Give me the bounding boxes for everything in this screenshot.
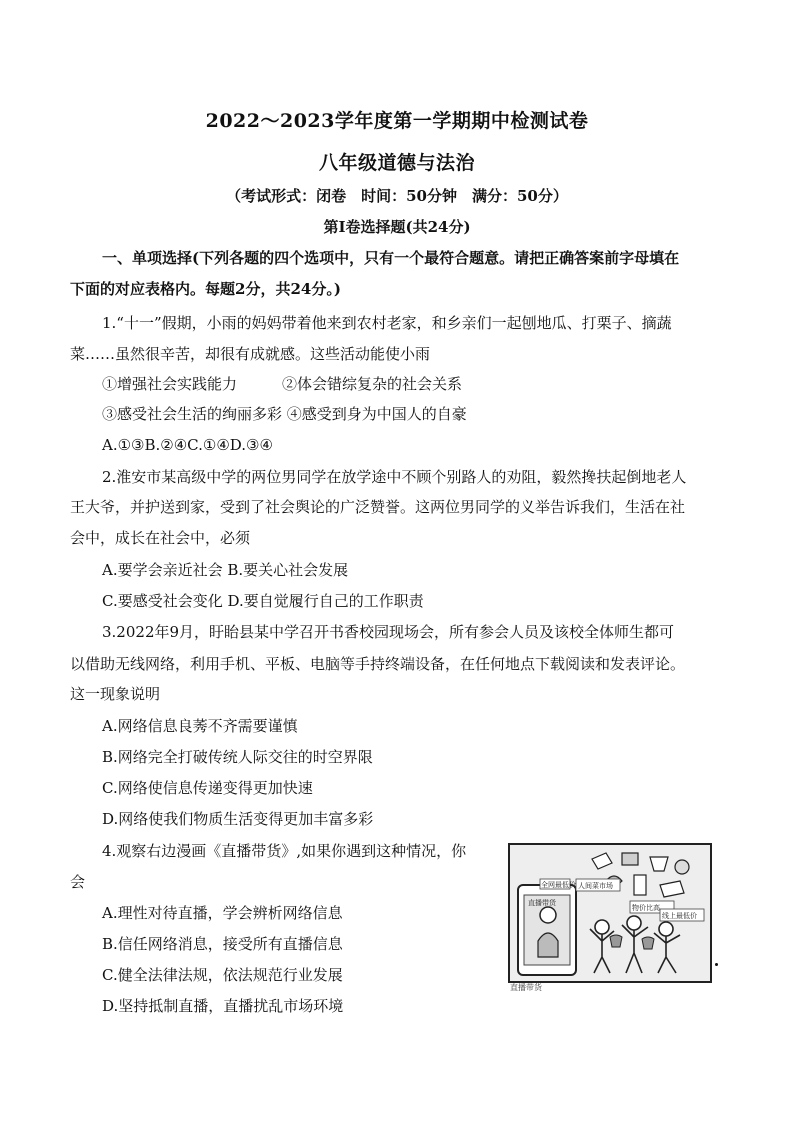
q3-option-a: A.网络信息良莠不齐需要谨慎 — [102, 717, 298, 735]
q1-stem-line-1: 1.“十一”假期，小雨的妈妈带着他来到农村老家，和乡亲们一起刨地瓜、打栗子、摘蔬 — [102, 314, 672, 332]
cartoon-label-5: 线上最低价 — [662, 912, 697, 920]
cartoon-label-2: 物价比高 — [632, 904, 660, 912]
q4-option-b: B.信任网络消息，接受所有直播信息 — [102, 935, 343, 953]
q3-option-b: B.网络完全打破传统人际交往的时空界限 — [102, 748, 373, 766]
cartoon-caption: 直播带货 — [510, 983, 542, 992]
cartoon-label-1: 人间菜市场 — [578, 882, 613, 890]
q2-stem-line-3: 会中，成长在社会中，必须 — [70, 529, 251, 547]
exam-title: 2022～2023学年度第一学期期中检测试卷 — [205, 110, 589, 132]
q2-option-cd: C.要感受社会变化 D.要自觉履行自己的工作职责 — [102, 592, 424, 610]
q4-stem-line-1: 4.观察右边漫画《直播带货》,如果你遇到这种情况，你 — [102, 842, 467, 860]
q1-statements-2: ③感受社会生活的绚丽多彩 ④感受到身为中国人的自豪 — [102, 405, 467, 423]
q3-stem-line-3: 这一现象说明 — [70, 685, 161, 703]
cartoon-drawing — [510, 845, 710, 981]
section-title: 第Ⅰ卷选择题(共24分) — [323, 218, 471, 236]
livestream-cartoon-image — [508, 843, 712, 983]
q2-stem-line-1: 2.淮安市某高级中学的两位男同学在放学途中不顾个别路人的劝阻，毅然搀扶起倒地老人 — [102, 468, 687, 486]
q3-option-c: C.网络使信息传递变得更加快速 — [102, 779, 313, 797]
q2-stem-line-2: 王大爷，并护送到家，受到了社会舆论的广泛赞誉。这两位男同学的义举告诉我们，生活在社 — [70, 498, 686, 516]
q2-option-ab: A.要学会亲近社会 B.要关心社会发展 — [102, 561, 349, 579]
q4-option-d: D.坚持抵制直播，直播扰乱市场环境 — [102, 997, 344, 1015]
exam-subject: 八年级道德与法治 — [318, 152, 475, 174]
q3-stem-line-1: 3.2022年9月，盱眙县某中学召开书香校园现场会，所有参会人员及该校全体师生都可 — [102, 623, 675, 641]
cartoon-label-4: 直播带货 — [528, 899, 556, 907]
q1-statements-1: ①增强社会实践能力 ②体会错综复杂的社会关系 — [102, 375, 463, 393]
page-mark — [715, 963, 718, 966]
instructions-line-2: 下面的对应表格内。每题2分，共24分。) — [70, 280, 341, 298]
q3-stem-line-2: 以借助无线网络，利用手机、平板、电脑等手持终端设备，在任何地点下载阅读和发表评论。 — [70, 655, 686, 673]
cartoon-label-3: 全网最低价 — [541, 881, 576, 889]
instructions-line-1: 一、单项选择(下列各题的四个选项中，只有一个最符合题意。请把正确答案前字母填在 — [102, 249, 680, 267]
q4-option-a: A.理性对待直播，学会辨析网络信息 — [102, 904, 343, 922]
q1-options: A.①③B.②④C.①④D.③④ — [102, 436, 273, 454]
q1-stem-line-2: 菜……虽然很辛苦，却很有成就感。这些活动能使小雨 — [70, 345, 431, 363]
q4-stem-line-2: 会 — [70, 873, 86, 891]
exam-info: （考试形式：闭卷 时间：50分钟 满分：50分） — [226, 187, 568, 205]
q4-option-c: C.健全法律法规，依法规范行业发展 — [102, 966, 343, 984]
q3-option-d: D.网络使我们物质生活变得更加丰富多彩 — [102, 810, 374, 828]
